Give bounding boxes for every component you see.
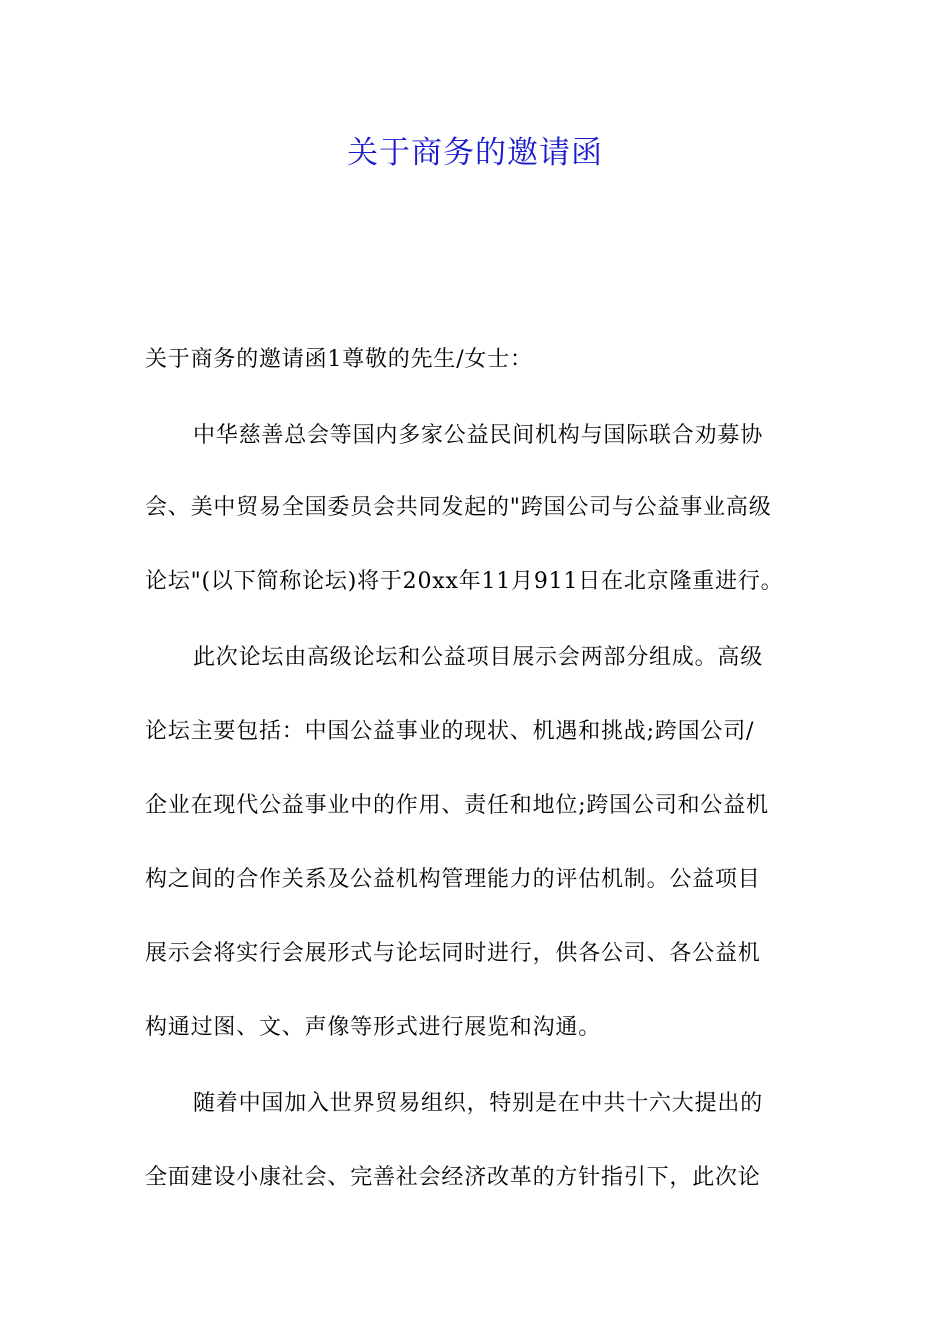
paragraph-3-line-2: 全面建设小康社会、完善社会经济改革的方针指引下，此次论 [145, 1165, 761, 1190]
paragraph-2-line-4: 构之间的合作关系及公益机构管理能力的评估机制。公益项目 [145, 867, 761, 892]
paragraph-2-line-1: 此次论坛由高级论坛和公益项目展示会两部分组成。高级 [193, 645, 764, 670]
paragraph-3-line-1: 随着中国加入世界贸易组织，特别是在中共十六大提出的 [193, 1091, 764, 1116]
paragraph-2-line-5: 展示会将实行会展形式与论坛同时进行，供各公司、各公益机 [145, 941, 761, 966]
paragraph-2-line-3: 企业在现代公益事业中的作用、责任和地位;跨国公司和公益机 [145, 793, 769, 818]
paragraph-2-line-2: 论坛主要包括：中国公益事业的现状、机遇和挑战;跨国公司/ [145, 719, 755, 744]
salutation-line: 关于商务的邀请函1尊敬的先生/女士： [145, 347, 533, 372]
paragraph-1-line-2: 会、美中贸易全国委员会共同发起的"跨国公司与公益事业高级 [145, 495, 772, 520]
document-title: 关于商务的邀请函 [347, 135, 603, 171]
paragraph-1-line-1: 中华慈善总会等国内多家公益民间机构与国际联合劝募协 [193, 423, 764, 448]
paragraph-2-line-6: 构通过图、文、声像等形式进行展览和沟通。 [145, 1015, 602, 1040]
paragraph-1-line-3: 论坛"(以下简称论坛)将于20xx年11月911日在北京隆重进行。 [145, 569, 784, 594]
